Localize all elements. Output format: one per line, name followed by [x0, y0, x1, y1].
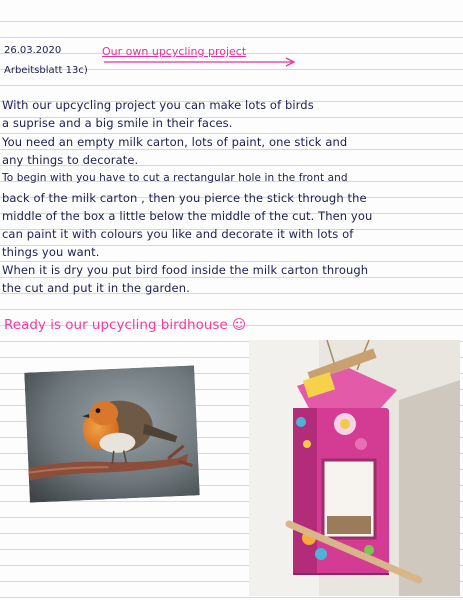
milk-carton-birdhouse-photo: [249, 340, 460, 596]
text-line: When it is dry you put bird food inside the milk carton through: [2, 263, 369, 277]
text-line: back of the milk carton , then you pierce the stick through the: [2, 191, 367, 205]
conclusion-text: Ready is our upcycling birdhouse ☺: [4, 317, 247, 333]
text-line: a suprise and a big smile in their faces.: [2, 116, 233, 130]
date: 26.03.2020: [4, 45, 62, 56]
text-line: the cut and put it in the garden.: [2, 281, 190, 295]
title-underline-arrow-icon: [102, 57, 302, 67]
text-line: can paint it with colours you like and decorate it with lots of: [2, 227, 354, 241]
worksheet-label: Arbeitsblatt 13c): [4, 65, 88, 76]
text-line: any things to decorate.: [2, 153, 139, 167]
page-title: Our own upcycling project: [102, 45, 247, 58]
text-line: To begin with you have to cut a rectangular hole in the front and: [2, 172, 348, 184]
text-line: You need an empty milk carton, lots of paint, one stick and: [2, 135, 348, 149]
robin-photo: [24, 365, 200, 502]
text-line: middle of the box a little below the middle of the cut. Then you: [2, 209, 373, 223]
text-line: things you want.: [2, 245, 100, 259]
text-line: With our upcycling project you can make lots of birds: [2, 98, 314, 112]
